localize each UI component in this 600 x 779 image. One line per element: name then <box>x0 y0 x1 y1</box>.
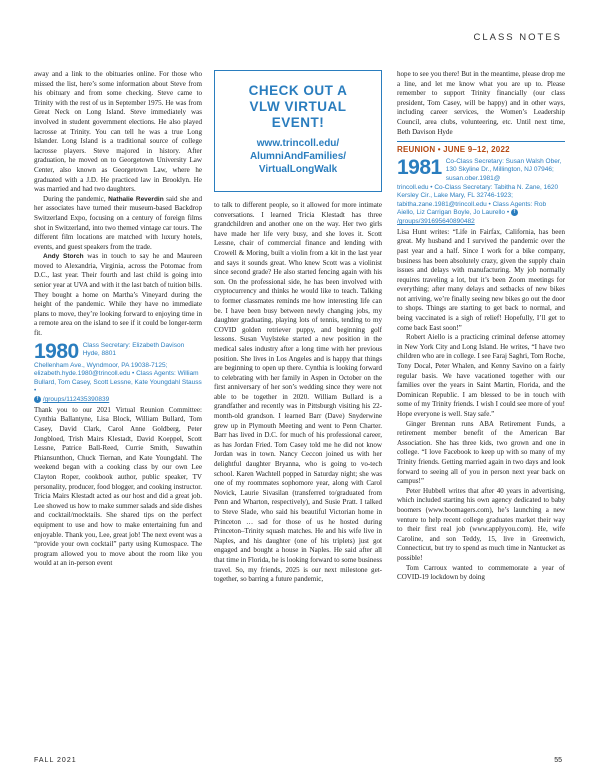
page-number: 55 <box>554 757 562 764</box>
facebook-icon: f <box>511 209 518 216</box>
classmate-name: Andy Storch <box>43 253 84 261</box>
class-secretary-info: Co-Class Secretary: Susan Walsh Ober, 130 Skyline Dr., Millington, NJ 07946; susan.ober.1981@ <box>445 157 562 182</box>
classmate-name: Nathalie Reverdin <box>108 195 164 203</box>
column-3 <box>397 70 565 583</box>
section-header: CLASS NOTES <box>473 32 562 43</box>
class-secretary-info: Class Secretary: Elizabeth Davison Hyde, 8801 <box>82 341 185 358</box>
paragraph: Peter Hubbell writes that after 40 years in advertising, which included starting his own agency dedicated to baby boomers (www.boomagers.com), he’s launching a new venture to help recent college graduates market their way to their first real job (www.applyyou.com). He, wife Caroline, and son Teddy, 15, live in Greenwich, Connecticut, but try to spend as much time in Nantucket as possible! <box>397 486 565 562</box>
paragraph: Robert Aiello is a practicing criminal defense attorney in New York City and Long Island. He writes, “I have two children who are in college. I see Faraj Saghri, Tom Roche, Tony Docal, Peter Whalen, and Kenny Savino on a fairly regular basis. We have vacationed together with our families over the years in Saint Martin, Florida, and the Dominican Republic. I am blessed to be in touch with some of my Trinity friends. I wish I could see more of you! Hope everyone is well. Stay safe.” <box>397 333 565 418</box>
paragraph: Tom Carroux wanted to commemorate a year of COVID-19 lockdown by doing <box>397 563 565 582</box>
facebook-icon: f <box>34 396 41 403</box>
class-1981-heading <box>397 155 565 184</box>
column-1 <box>34 70 202 569</box>
class-year: 1980 <box>34 339 79 363</box>
paragraph: to talk to different people, so it allowed for more intimate conversations. I learned Tricia Klestadt has three grandchildren and another one on the way. Her two girls have made her life very busy, and she loves it. Scott Lessne, chair of commercial finance and lending with Crowell & Moring, built a violin from a kit in the last year and says it sounds great. Who knew Scott was a violinist since second grade? He also started fencing again with his son. On the professional side, he has been involved with cryptocurrency and thinks he would like to teach. Talking to former classmates reminds me how interesting life can be. I have been busy between newly changing jobs, my daughter graduating, playing lots of tennis, tending to my COVID golden retriever puppy, and beginning golf lessons. Susan Vuylsteke started a new position in the medical sales industry after a long time with her previous position. She lives in Los Angeles and is happy that things are beginning to open up there. Cynthia is looking forward to celebrating with her family in Aspen in October on the first anniversary of her son’s wedding since they were not able to be together in 2020. William Bullard is a grandfather and recently was in Pittsburgh visiting his 22-month-old grandson. I learned Barr (Dave) Snyderwine grew up in Plymouth Meeting and went to Penn Charter. Barr has lived in D.C. for much of his professional career, as has Jordan Fried. Tom Casey told me he did not know Jordan was in town. Nancy Ceccon joined us with her delightful daughter Bryanna, who is going to vo-tech school. Karen Wachtell popped in Saturday night; she was one of my roommates sophomore year, along with Carol Novick, Laurie Sivasilan (transferred to/graduated from Penn and Wharton, respectively), and Susie Pratt. I talked to Steve Slade, who said his beautiful Victorian home in Princeton … sad for those of us he hosted during Princeton–Trinity squash matches. He and his wife live in Naples, and his daughter (one of his triplets) just got engaged and bought a house in Naples. He said after all that time in Florida, he is looking forward to some business travel. So, my friends, 2025 is our next milestone get-together, so barring a future pandemic, <box>214 201 382 584</box>
facebook-group-link[interactable]: /groups/112435390839 <box>42 396 110 404</box>
facebook-group-link[interactable]: /groups/391695640890482 <box>397 218 475 226</box>
paragraph: Andy Storch was in touch to say he and Maureen moved to Alexandria, Virginia, across the Potomac from D.C., last year. Their fourth and last child is going into senior year at UVA and with it the last batch of tuition bills. They bought a home on Martha’s Vineyard during the height of the pandemic. While they have no immediate plans to move, they’re looking forward to enjoying time in a remote area on the island to see if it could be longer-term fit. <box>34 252 202 338</box>
class-contact-info: Chellenham Ave., Wyndmoor, PA 19038-7125; elizabeth.hyde.1980@trincoll.edu • Class Agents: William Bullard, Tom Casey, Scott Lessne, Kate Youngdahl Stauss • f /groups/112435390839 <box>34 361 202 404</box>
paragraph: away and a link to the obituaries online. For those who missed the list, here’s some information about Steve from his obituary and from some checking. Steve came to Trinity with the rest of us in September 1975. He was from Great Neck on Long Island. Steve immediately was involved in student government elections. He also played lacrosse at Trinity. You can tell he was a true Long Islander. Long Island is a traditional source of college lacrosse players. Steve majored in history. After graduation, he moved on to Georgetown University Law Center, also known as Georgetown Law, where he graduated with a J.D. He practiced law in Brooklyn. He was married and had two daughters. <box>34 70 202 194</box>
paragraph: Thank you to our 2021 Virtual Reunion Committee: Cynthia Ballantyne, Lisa Block, William Bullard, Tom Casey, David Clark, Carol Anne Goldberg, Peter Jongbloed, Trish Mairs Klestadt, David Koeppel, Scott Lessne, Patrice Ball-Reed, Currie Smith, Suwathin Phiansunthon, Chuck Tiernan, and Kate Youngdahl. The weekend began with a cooking class by our own Lee Clayton Roper, cookbook author, public speaker, TV personality, producer, food blogger, and cooking instructor. Tricia Mairs Klestadt acted as our host and did a great job. Lee showed us how to make summer salads and side dishes and cocktail/mocktails. She shared tips on the perfect equipment to use and how to make entertaining fun and enjoyable. Thank you, Lee, great job! The next event was a “provide your own cocktail” party using Kumospace. The program allowed you to move about the room like you would at an in-person event <box>34 405 202 568</box>
paragraph: During the pandemic, Nathalie Reverdin said she and her associates have turned their museum-based Backdrop Switzerland Expo, focusing on a century of foreign films shot in Switzerland, into two themed vintage car tours. The different film locations are matched with luxury hotels, events, and guest speakers from the trade. <box>34 194 202 251</box>
paragraph: Ginger Brennan runs ABA Retirement Funds, a retirement member benefit of the American Bar Association. She has three kids, two grown and one in college. “I love Facebook to keep up with so many of my Trinity friends. Getting married again in two days and look forward to seeing all of you in person next year back on campus!” <box>397 419 565 486</box>
vlw-promo-box <box>214 70 382 192</box>
paragraph: hope to see you there! But in the meantime, please drop me a line, and let me know what you are up to. Please remember to support Trinity financially (our class president, Tom Casey, will be happy) and in other ways, including career services, the Women’s Leadership Council, area clubs, volunteering, etc. Until next time, Beth Davison Hyde <box>397 70 565 136</box>
class-1980-heading <box>34 339 202 363</box>
promo-url-link[interactable]: www.trincoll.edu/ AlumniAndFamilies/ VirtualLongWalk <box>249 138 347 175</box>
promo-title: CHECK OUT A VLW VIRTUAL EVENT! <box>248 83 348 130</box>
column-2 <box>214 201 382 585</box>
issue-label: FALL 2021 <box>34 757 77 764</box>
paragraph: Lisa Hunt writes: “Life in Fairfax, California, has been great. My husband and I survived the pandemic over the past year and a half. Since I work for a bike company, business has been absolutely crazy, given the supply chain issues and delays with manufacturing. My job normally requires traveling a lot, but it’s been Zoom meetings for everything; after many delays and setbacks of new bikes not arriving, we’re finally seeing new bikes go out the door to shops. Things are starting to get back to normal, and being vaccinated is a sigh of relief! Hopefully, I’ll get to come back East soon!” <box>397 227 565 332</box>
class-year: 1981 <box>397 155 442 179</box>
class-contact-info: trincoll.edu • Co-Class Secretary: Tabitha N. Zane, 1620 Kersley Cir., Lake Mary, FL 32746-1923; tabitha.zane.1981@trincoll.edu • Class Agents: Rob Aiello, Liz Carrigan Boyle, Jo Laurello • f /groups/391695640890482 <box>397 183 559 226</box>
reunion-banner: REUNION • JUNE 9–12, 2022 <box>397 141 565 155</box>
